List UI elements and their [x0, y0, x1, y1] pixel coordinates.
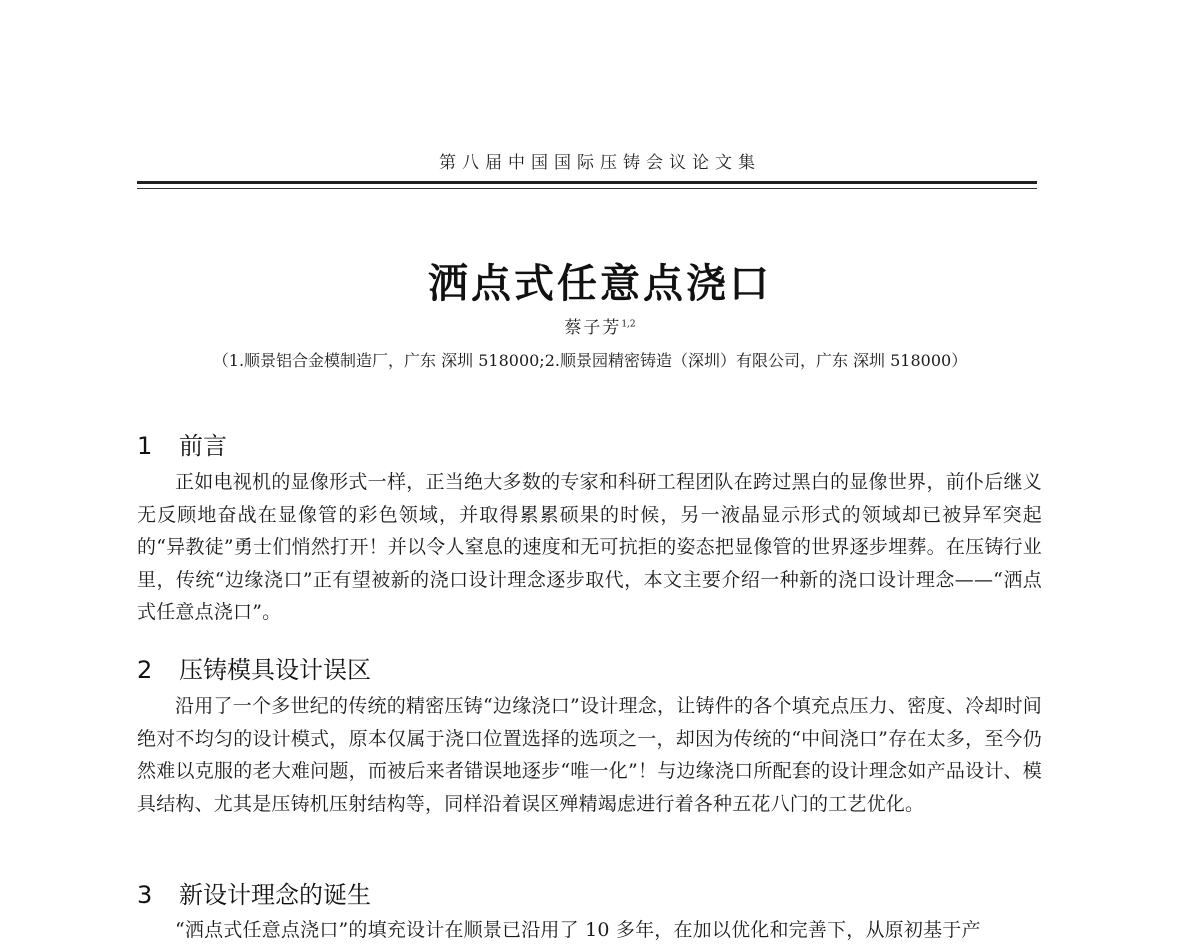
header-rule-thin: [137, 188, 1037, 189]
section-title: 压铸模具设计误区: [179, 656, 371, 684]
section-paragraph-3: “洒点式任意点浇口”的填充设计在顺景已沿用了 10 多年，在加以优化和完善下，从原初基于产: [175, 919, 981, 941]
section-heading-3: [137, 875, 371, 910]
author-name: 蔡子芳: [564, 318, 622, 338]
section-title: 新设计理念的诞生: [179, 881, 371, 909]
section-paragraph-1: 正如电视机的显像形式一样，正当绝大多数的专家和科研工程团队在跨过黑白的显像世界，前仆后继义无反顾地奋战在显像管的彩色领域，并取得累累硕果的时候，另一液晶显示形式的领域却已被异军突起的“异教徒”勇士们悄然打开！并以令人窒息的速度和无可抗拒的姿态把显像管的世界逐步埋葬。在压铸行业里，传统“边缘浇口”正有望被新的浇口设计理念逐步取代，本文主要介绍一种新的浇口设计理念——“洒点式任意点浇口”。: [137, 471, 1042, 623]
section-heading-1: [137, 426, 227, 461]
affiliation: （1.顺景铝合金模制造厂，广东 深圳 518000;2.顺景园精密铸造（深圳）有限公司，广东 深圳 518000）: [212, 351, 968, 370]
running-header: 第八届中国国际压铸会议论文集: [439, 153, 761, 173]
paper-title: 洒点式任意点浇口: [428, 261, 772, 307]
section-number: 3: [137, 881, 153, 909]
section-number: 1: [137, 432, 153, 460]
header-rule-thick: [137, 181, 1037, 184]
section-paragraph-2: 沿用了一个多世纪的传统的精密压铸“边缘浇口”设计理念，让铸件的各个填充点压力、密度、冷却时间绝对不均匀的设计模式，原本仅属于浇口位置选择的选项之一，却因为传统的“中间浇口”存在太多，至今仍然难以克服的老大难问题，而被后来者错误地逐步“唯一化”！与边缘浇口所配套的设计理念如产品设计、模具结构、尤其是压铸机压射结构等，同样沿着误区殚精竭虑进行着各种五花八门的工艺优化。: [137, 695, 1042, 815]
section-title: 前言: [179, 432, 227, 460]
author-superscript: 1,2: [621, 319, 636, 330]
section-number: 2: [137, 656, 153, 684]
author-line: [0, 313, 1200, 338]
section-heading-2: [137, 650, 371, 685]
